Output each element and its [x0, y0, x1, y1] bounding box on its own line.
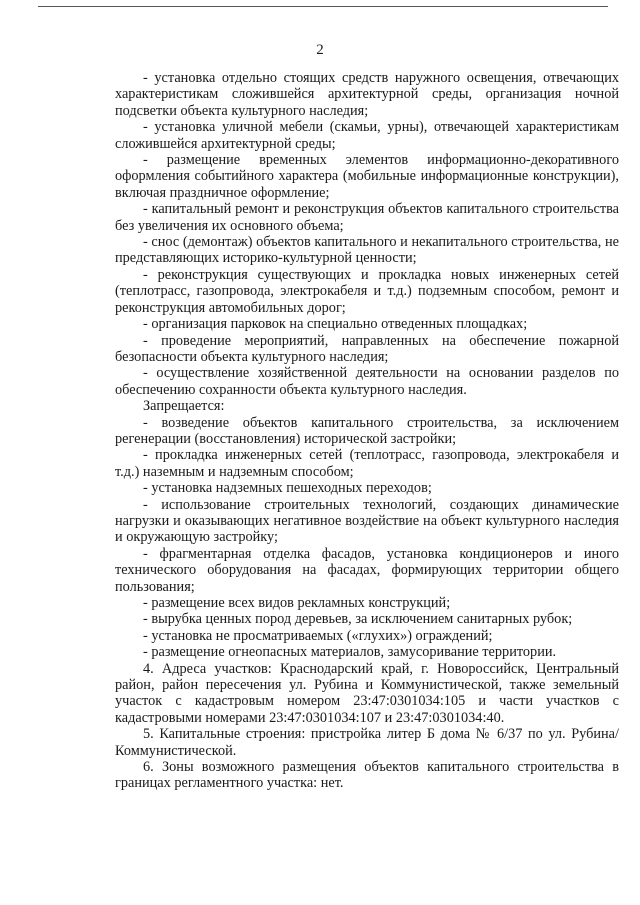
paragraph: - прокладка инженерных сетей (теплотрасс, газопровода, электрокабеля и т.д.) наземным и надземным способом;: [115, 447, 619, 480]
numbered-paragraph: 6. Зоны возможного размещения объектов капитального строительства в границах регламентного участка: нет.: [115, 759, 619, 792]
document-body: [115, 70, 619, 792]
top-rule: [38, 6, 608, 7]
numbered-paragraph: 4. Адреса участков: Краснодарский край, г. Новороссийск, Центральный район, район пересечения ул. Рубина и Коммунистической, также земельный участок с кадастровым номером 23:47:0301034:105 и части участков с кадастровыми номерами 23:47:0301034:107 и 23:47:0301034:40.: [115, 660, 619, 726]
paragraph: - осуществление хозяйственной деятельности на основании разделов по обеспечению сохранности объекта культурного наследия.: [115, 365, 619, 398]
paragraph: - реконструкция существующих и прокладка новых инженерных сетей (теплотрасс, газопровода, электрокабеля и т.д.) подземным способом, ремонт и реконструкция автомобильных дорог;: [115, 266, 619, 316]
paragraph: - снос (демонтаж) объектов капитального и некапитального строительства, не представляющих историко-культурной ценности;: [115, 234, 619, 267]
paragraph: - организация парковок на специально отведенных площадках;: [143, 316, 528, 333]
paragraph: - использование строительных технологий, создающих динамические нагрузки и оказывающих негативное воздействие на объект культурного наследия и окружающую застройку;: [115, 496, 619, 546]
paragraph: - вырубка ценных пород деревьев, за исключением санитарных рубок;: [143, 611, 573, 628]
paragraph: - установка отдельно стоящих средств наружного освещения, отвечающих характеристикам сложившейся архитектурной среды, организация ночной подсветки объекта культурного наследия;: [115, 70, 619, 119]
paragraph: - установка надземных пешеходных переходов;: [143, 480, 432, 497]
paragraph: - размещение всех видов рекламных конструкций;: [143, 595, 451, 611]
page-number: 2: [316, 42, 324, 58]
paragraph: - капитальный ремонт и реконструкция объектов капитального строительства без увеличения их основного объема;: [115, 201, 619, 234]
paragraph: - установка уличной мебели (скамьи, урны), отвечающей характеристикам сложившейся архитектурной среды;: [115, 119, 619, 152]
paragraph: - возведение объектов капитального строительства, за исключением регенерации (восстановления) исторической застройки;: [115, 414, 619, 447]
paragraph: - размещение огнеопасных материалов, замусоривание территории.: [143, 644, 557, 661]
section-heading: Запрещается:: [143, 398, 225, 415]
paragraph: - проведение мероприятий, направленных на обеспечение пожарной безопасности объекта культурного наследия;: [115, 332, 619, 365]
paragraph: - размещение временных элементов информационно-декоративного оформления событийного характера (мобильные информационные конструкции), включая праздничное оформление;: [115, 152, 619, 201]
paragraph: - фрагментарная отделка фасадов, установка кондиционеров и иного технического оборудования на фасадах, формирующих территории общего пользования;: [115, 545, 619, 595]
paragraph: - установка не просматриваемых («глухих») ограждений;: [143, 627, 493, 644]
numbered-paragraph: 5. Капитальные строения: пристройка литер Б дома № 6/37 по ул. Рубина/Коммунистической.: [115, 726, 619, 759]
